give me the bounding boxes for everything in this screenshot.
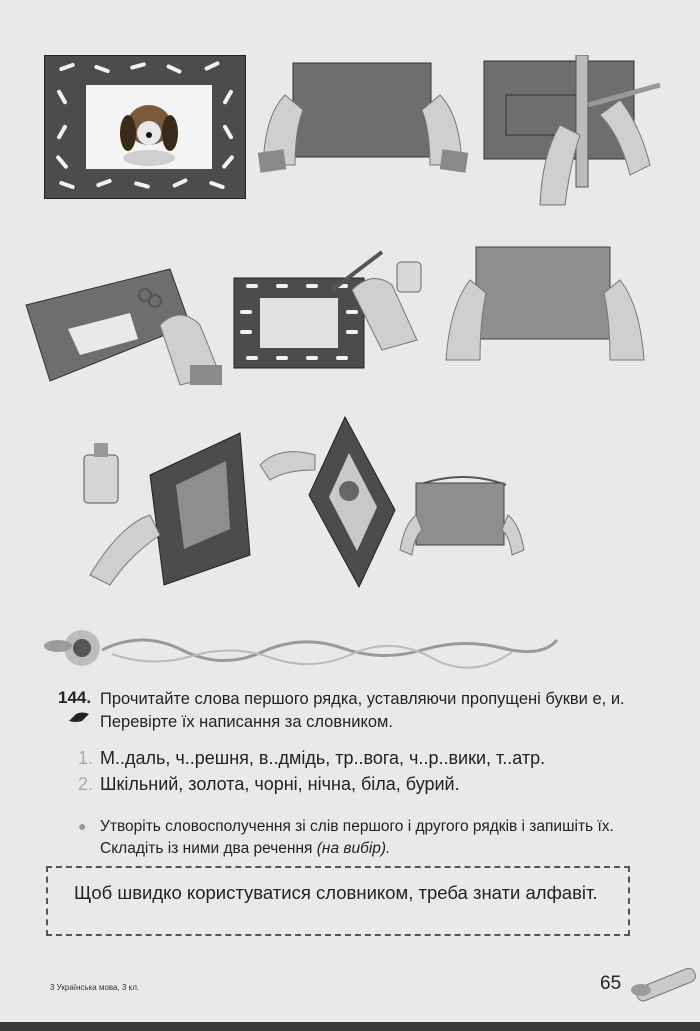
illustration-insert-photo [305,415,400,590]
word-line-1 [78,748,545,769]
word-line-2-text: Шкільний, золота, чорні, нічна, біла, бурий. [100,774,460,794]
exercise-number: 144. [58,688,92,707]
exercise-instruction: Прочитайте слова першого рядка, уставляючи пропущені букви е, и. Перевірте їх написання за словником. [100,690,625,731]
illustration-hang-frame [398,475,528,560]
line-number-2: 2. [78,774,94,794]
page-number: 65 [600,973,622,994]
illustration-paint-frame [232,250,432,375]
exercise-task-text: Утворіть словосполучення зі слів першого і другого рядків і запишіть їх. Складіть із ними два речення [100,818,614,857]
pencil-decoration-icon [625,962,700,1007]
bottom-edge [0,1022,700,1031]
bullet-icon: ● [78,818,87,834]
line-number-1: 1. [78,748,94,768]
exercise-task [100,816,660,860]
illustration-finished-frame [44,55,246,199]
illustration-hands-hold-cardboard [255,55,470,190]
pencil-icon [68,711,90,723]
exercise-task-italic: (на вибір). [316,840,391,857]
illustration-draw-with-ruler [480,55,665,210]
footer-book-title: 3 Українська мова, 3 кл. [50,983,140,992]
rule-text: Щоб швидко користуватися словником, треба знати алфавіт. [74,882,598,903]
sunflower-icon [44,630,100,666]
illustration-hands-hold-card [440,245,650,370]
word-line-2 [78,774,460,795]
decorative-divider [42,620,562,675]
illustration-cut-with-scissors [20,265,230,390]
word-line-1-text: М..даль, ч..решня, в..дмідь, тр..вога, ч..р..вики, т..атр. [100,748,546,768]
illustration-glue-frame [80,425,320,590]
